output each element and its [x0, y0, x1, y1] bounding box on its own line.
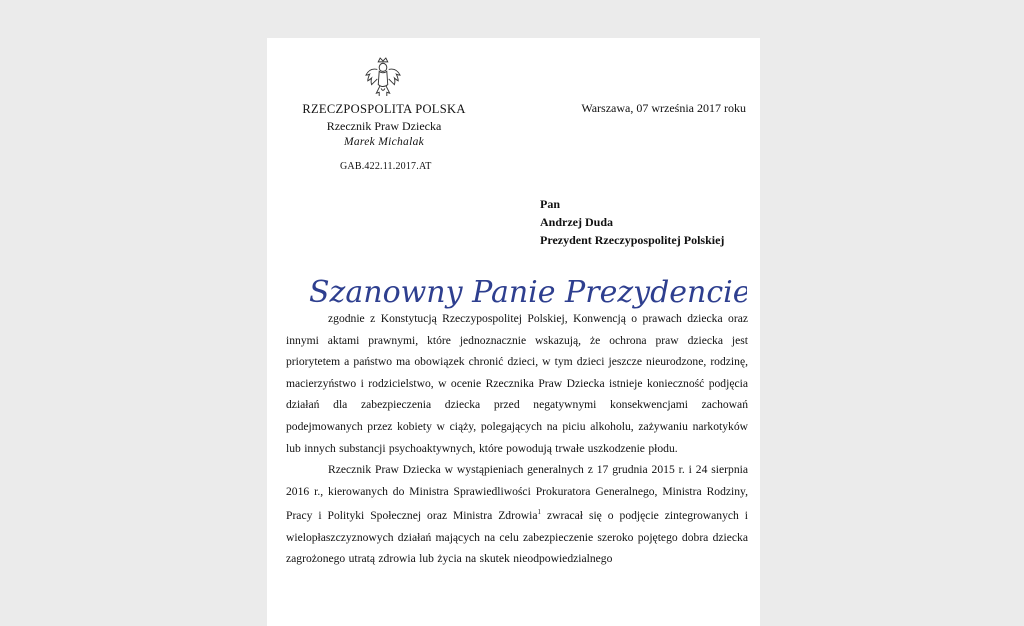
letter-body [286, 308, 748, 570]
addressee-position: Prezydent Rzeczypospolitej Polskiej [540, 233, 725, 247]
letter-date: Warszawa, 07 września 2017 roku [581, 101, 746, 115]
addressee-name: Andrzej Duda [540, 215, 614, 229]
addressee-block [540, 195, 724, 249]
addressee-title: Pan [540, 197, 561, 211]
office-name: Rzecznik Praw Dziecka [326, 119, 442, 133]
footnote-mark: 1 [537, 508, 541, 517]
letter-page [267, 38, 760, 626]
paragraph-2-part-1: Rzecznik Praw Dziecka w wystąpieniach generalnych z 17 grudnia 2015 r. i 24 sierpnia 2016 r., kierowanych do Ministra Sprawiedliwości Prokuratora Generalnego, Ministra Rodziny, Pracy i Polityki Społecznej oraz Ministra Zdrowia [286, 463, 748, 523]
sender-name: Marek Michalak [343, 136, 425, 148]
reference-number: GAB.422.11.2017.AT [340, 161, 432, 172]
paragraph-1: zgodnie z Konstytucją Rzeczypospolitej Polskiej, Konwencją o prawach dziecka oraz innymi aktami prawnymi, które jednoznacznie wskazują, że ochrona praw dziecka jest priorytetem a państwo ma obowiązek chronić dzieci, w tym dzieci jeszcze nieurodzone, rodzinę, macierzyństwo i rodzicielstwo, w ocenie Rzecznika Praw Dziecka istnieje konieczność podjęcia działań dla zabezpieczenia dziecka przed negatywnymi konsekwencjami zachowań podejmowanych przez kobiety w ciąży, polegających na piciu alkoholu, zażywaniu narkotyków lub innych substancji psychoaktywnych, które powodują trwałe uszkodzenie płodu. [286, 312, 748, 455]
sender-block [297, 101, 471, 150]
paragraph-2-part-2: zwracał się o podjęcie zintegrowanych i wielopłaszczyznowych działań mających na celu zabezpieczenie szeroko pojętego dobra dziecka zagrożonego utratą zdrowia lub życia na skutek nieodpowiedzialnego [286, 509, 748, 566]
polish-eagle-emblem-icon [364, 56, 402, 100]
institution-name: RZECZPOSPOLITA POLSKA [302, 102, 466, 116]
salutation-text: Szanowny Panie Prezydencie, [309, 275, 747, 310]
paragraph-2 [286, 459, 748, 570]
